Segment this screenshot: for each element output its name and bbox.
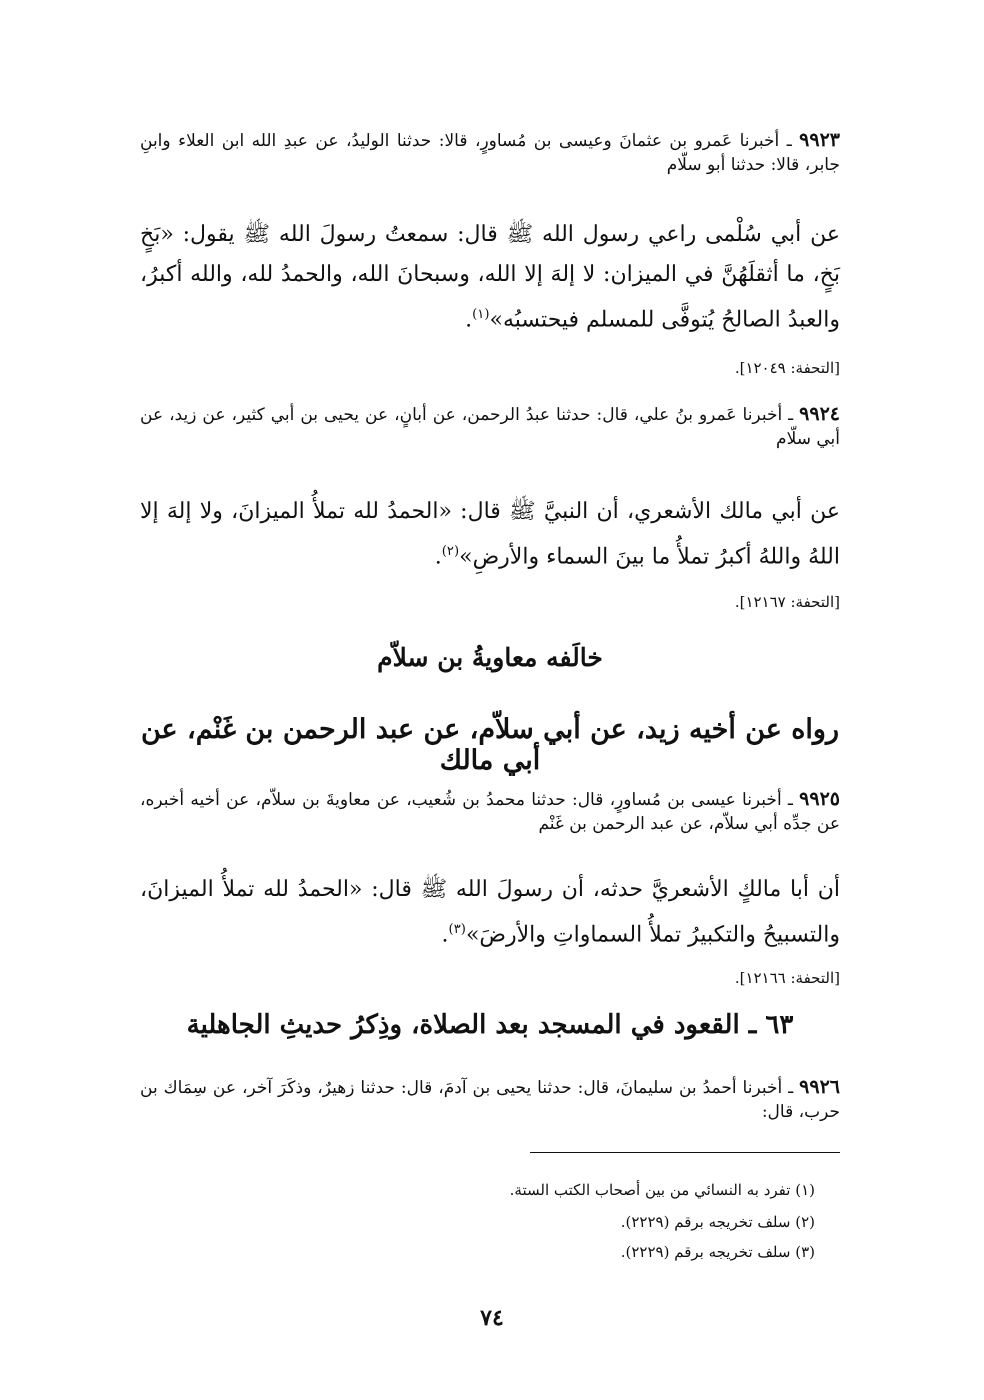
- hadith-text: أن أبا مالكٍ الأشعريَّ حدثه، أن رسولَ الله ﷺ قال: «الحمدُ لله تملأُ الميزانَ، والتسبيحُ والتكبيرُ تملأُ السماواتِ والأرضَ»$^{(٣)}$.: [140, 877, 840, 948]
- matn-text: عن أبي مالك الأشعري، أن النبيَّ ﷺ قال: «الحمدُ لله تملأُ الميزانَ، ولا إلهَ إلا اللهُ واللهُ أكبرُ تملأُ ما بينَ السماء والأرضِ»: [140, 499, 840, 570]
- matn-text: أن أبا مالكٍ الأشعريَّ حدثه، أن رسولَ الله ﷺ قال: «الحمدُ لله تملأُ الميزانَ، والتسبيحُ والتكبيرُ تملأُ السماواتِ والأرضَ»: [140, 877, 840, 948]
- tuhfa-reference: [التحفة: ١٢١٦٦].: [734, 969, 840, 987]
- hadith-chain: ٩٩٢٤ ـ أخبرنا عَمرو بنُ علي، قال: حدثنا عبدُ الرحمن، عن أبانٍ، عن يحيى بن أبي كثير، عن زيد، عن أبي سلّام: [140, 403, 840, 449]
- hadith-number: ٩٩٢٤: [799, 403, 840, 425]
- footnote-mark: (٣): [448, 922, 466, 937]
- hadith-chain: ٩٩٢٥ ـ أخبرنا عيسى بن مُساورٍ، قال: حدثنا محمدُ بن شُعيب، عن معاويةَ بن سلاّم، عن أخيه أخبره، عن جدِّه أبي سلاّم، عن عبد الرحمن بن غَنْم: [140, 788, 840, 834]
- chapter-heading: ٦٣ ـ القعود في المسجد بعد الصلاة، وذِكرُ حديثِ الجاهلية: [186, 1010, 794, 1040]
- hadith-text: عن أبي سُلْمى راعي رسول الله ﷺ قال: سمعتُ رسولَ الله ﷺ يقول: «بَخٍ بَخٍ، ما أثقلَهُنَّ في الميزان: لا إلهَ إلا الله، وسبحانَ الله، والحمدُ لله، والله أكبرُ، والعبدُ الصالحُ يُتوفَّى للمسلم فيحتسبُه»$^{(١)}$.: [140, 222, 840, 333]
- footnote-mark: (١): [472, 307, 490, 322]
- footnote-mark: (٢): [441, 544, 460, 559]
- footnote-divider: [530, 1152, 840, 1153]
- tuhfa-reference: [التحفة: ١٢١٦٧].: [734, 593, 840, 611]
- section-subheading: رواه عن أخيه زيد، عن أبي سلاّم، عن عبد الرحمن بن غَنْم، عن أبي مالك: [140, 714, 840, 776]
- isnad-text: أخبرنا عيسى بن مُساورٍ، قال: حدثنا محمدُ بن شُعيب، عن معاويةَ بن سلاّم، عن أخيه أخبره، عن جدِّه أبي سلاّم، عن عبد الرحمن بن غَنْم: [140, 790, 840, 834]
- footnote: (١) تفرد به النسائي من بين أصحاب الكتب الستة.: [509, 1181, 815, 1199]
- hadith-chain: ٩٩٢٣ ـ أخبرنا عَمرو بن عثمانَ وعيسى بن مُساورٍ، قالا: حدثنا الوليدُ، عن عبدِ الله ابن العلاء وابنِ جابر، قالا: حدثنا أبو سلّام: [140, 129, 840, 175]
- section-subheading: خالَفه معاويةُ بن سلاّم: [377, 643, 603, 672]
- footnote: (٣) سلف تخريجه برقم (٢٢٢٩).: [620, 1243, 815, 1261]
- isnad-text: أخبرنا عَمرو بن عثمانَ وعيسى بن مُساورٍ، قالا: حدثنا الوليدُ، عن عبدِ الله ابن العلاء وابنِ جابر، قالا: حدثنا أبو سلّام: [140, 131, 840, 175]
- isnad-text: أخبرنا أحمدُ بن سليمانَ، قال: حدثنا يحيى بن آدمَ، قال: حدثنا زهيرٌ، وذكَرَ آخر، عن سِمَاك بن حرب، قال:: [140, 1078, 840, 1122]
- hadith-number: ٩٩٢٥: [799, 788, 840, 810]
- tuhfa-reference: [التحفة: ١٢٠٤٩].: [734, 359, 840, 377]
- matn-text: عن أبي سُلْمى راعي رسول الله ﷺ قال: سمعتُ رسولَ الله ﷺ يقول: «بَخٍ بَخٍ، ما أثقلَهُنَّ في الميزان: لا إلهَ إلا الله، وسبحانَ الله، والحمدُ لله، والله أكبرُ، والعبدُ الصالحُ يُتوفَّى للمسلم فيحتسبُه»: [140, 222, 840, 333]
- page-number: ٧٤: [480, 1305, 504, 1331]
- hadith-number: ٩٩٢٣: [799, 129, 840, 151]
- hadith-chain: ٩٩٢٦ ـ أخبرنا أحمدُ بن سليمانَ، قال: حدثنا يحيى بن آدمَ، قال: حدثنا زهيرٌ، وذكَرَ آخر، عن سِمَاك بن حرب، قال:: [140, 1076, 840, 1122]
- hadith-number: ٩٩٢٦: [799, 1076, 840, 1098]
- isnad-text: أخبرنا عَمرو بنُ علي، قال: حدثنا عبدُ الرحمن، عن أبانٍ، عن يحيى بن أبي كثير، عن زيد، عن أبي سلّام: [140, 405, 840, 449]
- hadith-text: عن أبي مالك الأشعري، أن النبيَّ ﷺ قال: «الحمدُ لله تملأُ الميزانَ، ولا إلهَ إلا اللهُ واللهُ أكبرُ تملأُ ما بينَ السماء والأرضِ»$^{(٢)}$.: [140, 499, 840, 570]
- footnote: (٢) سلف تخريجه برقم (٢٢٢٩).: [620, 1213, 815, 1231]
